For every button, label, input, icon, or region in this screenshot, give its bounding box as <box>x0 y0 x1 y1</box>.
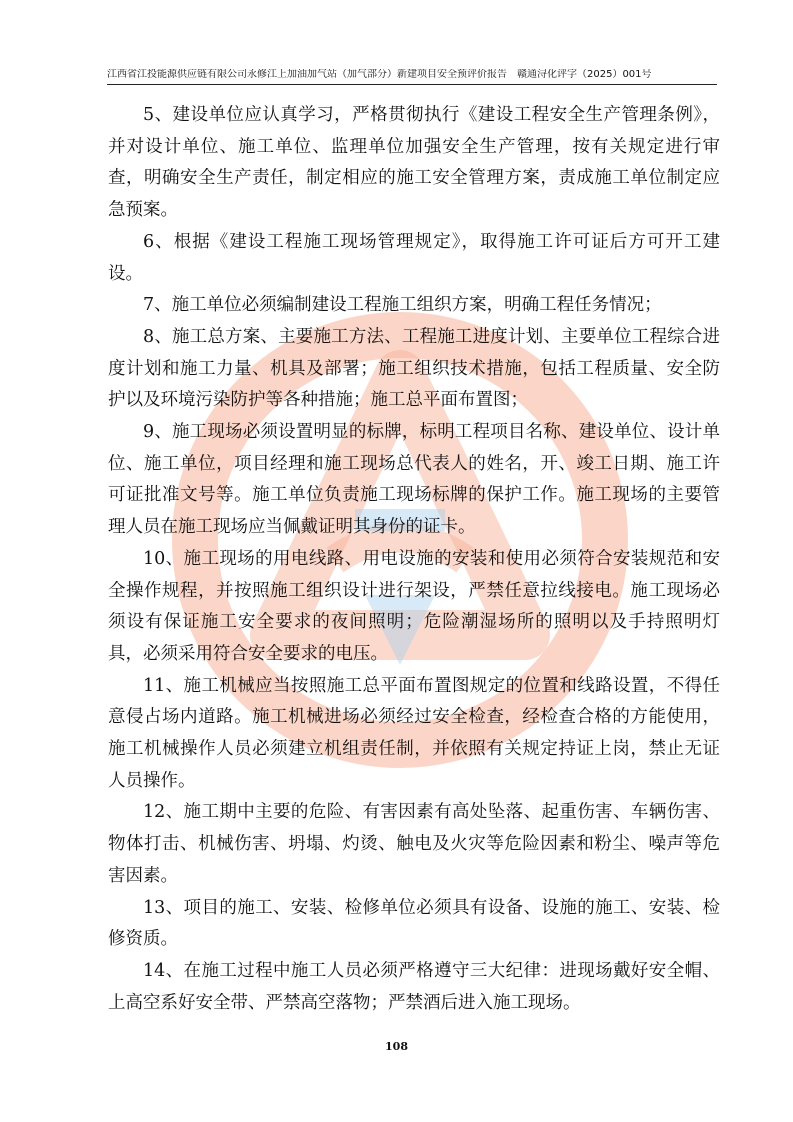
paragraph-11: 11、施工机械应当按照施工总平面布置图规定的位置和线路设置，不得任意侵占场内道路。施工机械进场必须经过安全检查，经检查合格的方能使用，施工机械操作人员必须建立机组责任制，并依照有关规定持证上岗，禁止无证人员操作。 <box>108 675 720 791</box>
paragraph-5: 5、建设单位应认真学习，严格贯彻执行《建设工程安全生产管理条例》，并对设计单位、施工单位、监理单位加强安全生产管理，按有关规定进行审查，明确安全生产责任，制定相应的施工安全管理方案，责成施工单位制定应急预案。 <box>108 105 720 221</box>
document-body <box>108 100 720 1019</box>
paragraph-12: 12、施工期中主要的危险、有害因素有高处坠落、起重伤害、车辆伤害、物体打击、机械伤害、坍塌、灼烫、触电及火灾等危险因素和粉尘、噪声等危害因素。 <box>108 802 720 886</box>
paragraph-10: 10、施工现场的用电线路、用电设施的安装和使用必须符合安装规范和安全操作规程，并按照施工组织设计进行架设，严禁任意拉线接电。施工现场必须设有保证施工安全要求的夜间照明；危险潮湿场所的照明以及手持照明灯具，必须采用符合安全要求的电压。 <box>108 548 720 664</box>
paragraph-13: 13、项目的施工、安装、检修单位必须具有设备、设施的施工、安装、检修资质。 <box>108 897 720 950</box>
paragraph-14: 14、在施工过程中施工人员必须严格遵守三大纪律：进现场戴好安全帽、上高空系好安全带、严禁高空落物；严禁酒后进入施工现场。 <box>108 960 720 1013</box>
paragraph-7: 7、施工单位必须编制建设工程施工组织方案，明确工程任务情况； <box>143 295 662 316</box>
header-divider <box>107 84 717 85</box>
paragraph-6: 6、根据《建设工程施工现场管理规定》，取得施工许可证后方可开工建设。 <box>108 231 720 284</box>
page-number: 108 <box>385 1040 408 1053</box>
report-header: 江西省江投能源供应链有限公司永修江上加油加气站（加气部分）新建项目安全预评价报告 赣通浔化评字（2025）001号 <box>107 69 652 80</box>
paragraph-9: 9、施工现场必须设置明显的标牌，标明工程项目名称、建设单位、设计单位、施工单位，项目经理和施工现场总代表人的姓名，开、竣工日期、施工许可证批准文号等。施工单位负责施工现场标牌的保护工作。施工现场的主要管理人员在施工现场应当佩戴证明其身份的证卡。 <box>108 422 720 538</box>
paragraph-8: 8、施工总方案、主要施工方法、工程施工进度计划、主要单位工程综合进度计划和施工力量、机具及部署；施工组织技术措施，包括工程质量、安全防 护以及环境污染防护等各种措施；施工总平面布置图； <box>108 326 720 411</box>
